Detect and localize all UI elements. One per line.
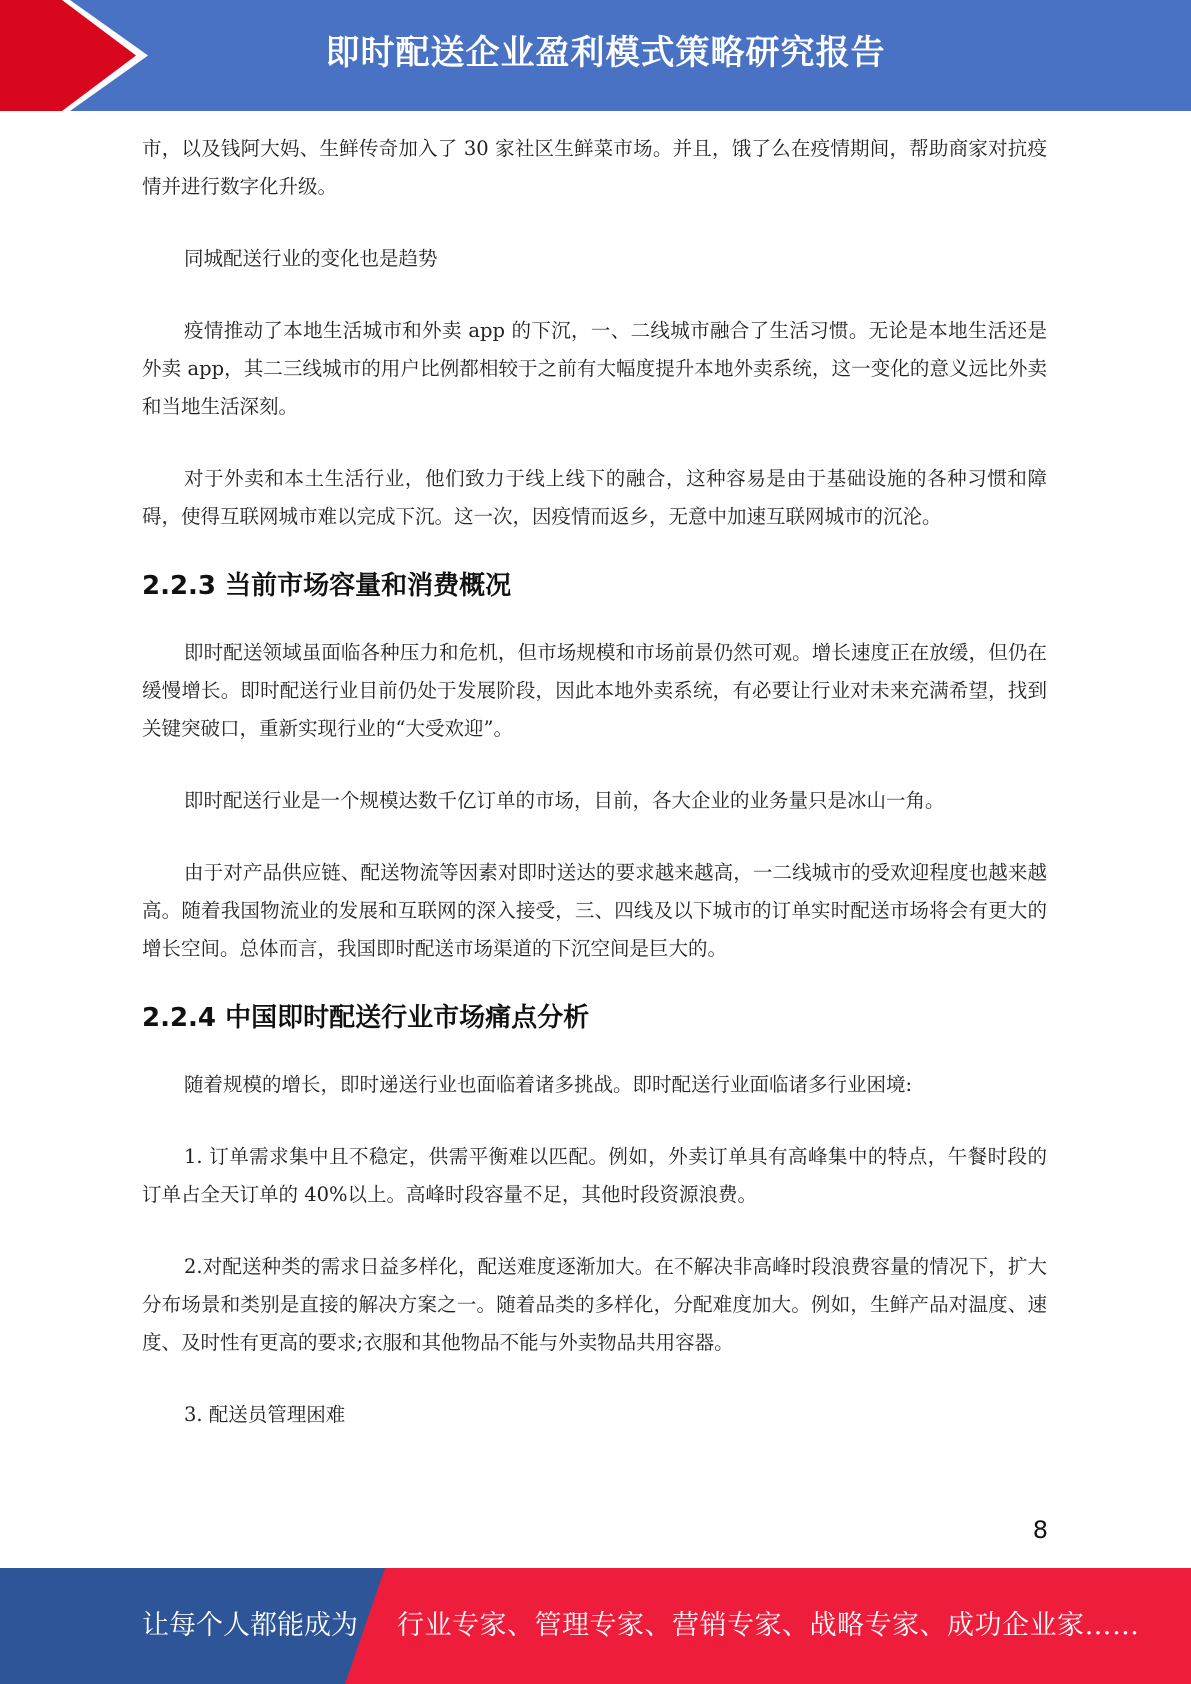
paragraph: 同城配送行业的变化也是趋势 (184, 247, 438, 270)
page-header (0, 0, 1191, 111)
paragraph: 随着规模的增长，即时递送行业也面临着诸多挑战。即时配送行业面临诸多行业困境: (184, 1073, 913, 1096)
paragraph: 市，以及钱阿大妈、生鲜传奇加入了 30 家社区生鲜菜市场。并且，饿了么在疫情期间，帮助商家对抗疫情并进行数字化升级。 (142, 137, 1047, 198)
paragraph: 由于对产品供应链、配送物流等因素对即时送达的要求越来越高，一二线城市的受欢迎程度也越来越高。随着我国物流业的发展和互联网的深入接受，三、四线及以下城市的订单实时配送市场将会有更大的增长空间。总体而言，我国即时配送市场渠道的下沉空间是巨大的。 (142, 861, 1047, 960)
paragraph: 2.对配送种类的需求日益多样化，配送难度逐渐加大。在不解决非高峰时段浪费容量的情况下，扩大分布场景和类别是直接的解决方案之一。随着品类的多样化，分配难度加大。例如，生鲜产品对温度、速度、及时性有更高的要求;衣服和其他物品不能与外卖物品共用容器。 (142, 1255, 1047, 1354)
footer-slogan-right: 行业专家、管理专家、营销专家、战略专家、成功企业家…… (397, 1610, 1140, 1641)
document-body (142, 130, 1047, 1434)
footer-slogan-left: 让每个人都能成为 (142, 1610, 358, 1641)
section-heading: 2.2.3 当前市场容量和消费概况 (142, 571, 512, 601)
section-heading: 2.2.4 中国即时配送行业市场痛点分析 (142, 1003, 590, 1033)
page-number: 8 (1032, 1516, 1048, 1544)
paragraph: 3. 配送员管理困难 (184, 1403, 346, 1426)
paragraph: 即时配送领域虽面临各种压力和危机，但市场规模和市场前景仍然可观。增长速度正在放缓，但仍在缓慢增长。即时配送行业目前仍处于发展阶段，因此本地外卖系统，有必要让行业对未来充满希望，找到关键突破口，重新实现行业的“大受欢迎”。 (142, 641, 1047, 740)
paragraph: 对于外卖和本土生活行业，他们致力于线上线下的融合，这种容易是由于基础设施的各种习惯和障碍，使得互联网城市难以完成下沉。这一次，因疫情而返乡，无意中加速互联网城市的沉沦。 (142, 467, 1047, 528)
paragraph: 疫情推动了本地生活城市和外卖 app 的下沉，一、二线城市融合了生活习惯。无论是本地生活还是外卖 app，其二三线城市的用户比例都相较于之前有大幅度提升本地外卖系统，这一变化的意义远比外卖和当地生活深刻。 (142, 319, 1047, 418)
page-footer (0, 1568, 1191, 1684)
paragraph: 1. 订单需求集中且不稳定，供需平衡难以匹配。例如，外卖订单具有高峰集中的特点，午餐时段的订单占全天订单的 40%以上。高峰时段容量不足，其他时段资源浪费。 (142, 1145, 1047, 1206)
paragraph: 即时配送行业是一个规模达数千亿订单的市场，目前，各大企业的业务量只是冰山一角。 (184, 789, 945, 812)
report-title: 即时配送企业盈利模式策略研究报告 (325, 33, 886, 73)
